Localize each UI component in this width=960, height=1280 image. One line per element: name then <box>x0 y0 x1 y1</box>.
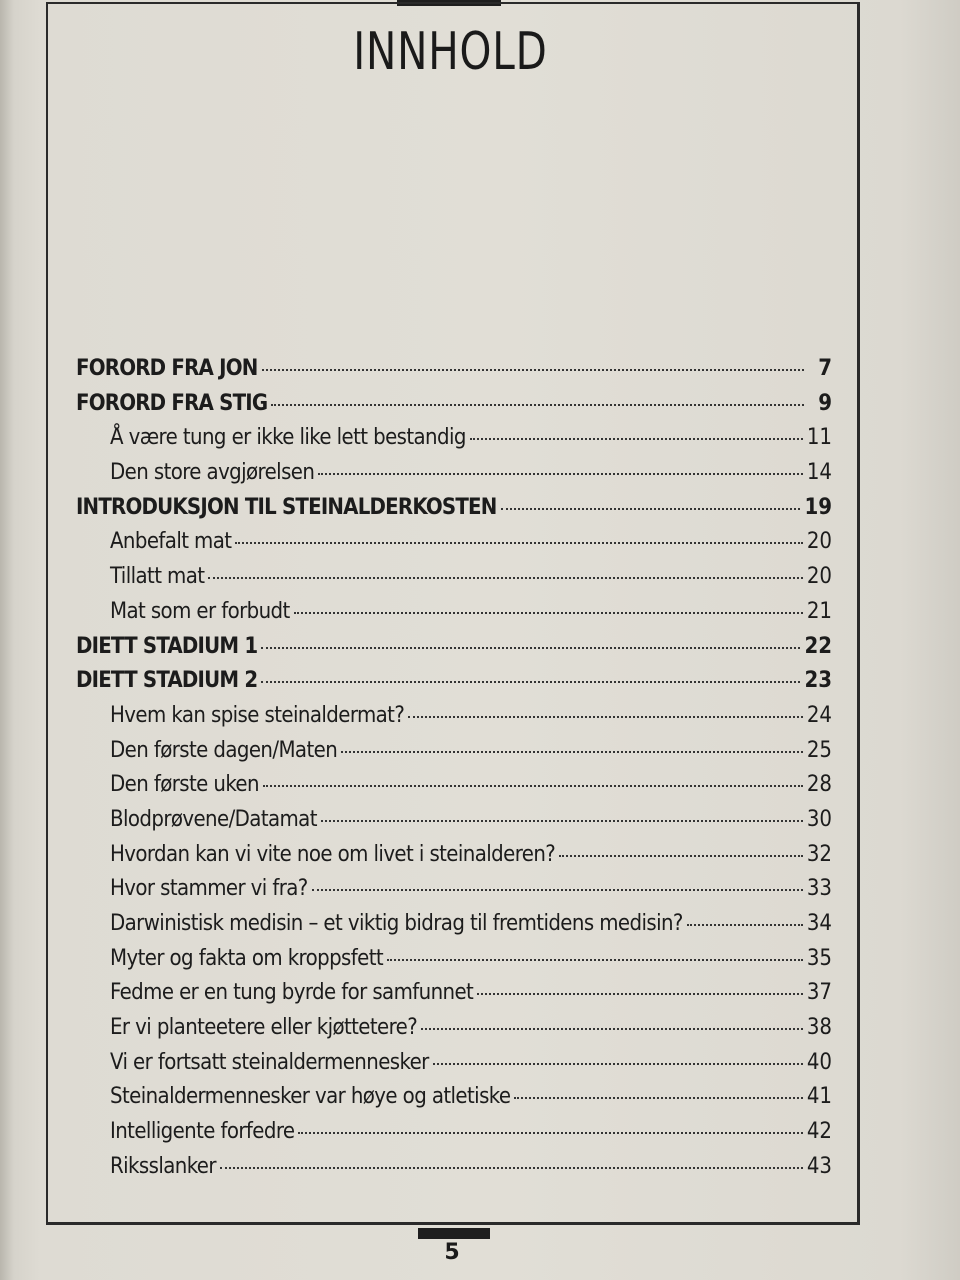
toc-section-entry <box>76 425 832 460</box>
dot-leader <box>559 855 803 857</box>
toc-entry-title: FORORD FRA JON <box>76 356 258 381</box>
toc-entry-title: Er vi planteetere eller kjøttetere? <box>110 1015 418 1041</box>
toc-entry-title: FORORD FRA STIG <box>76 390 268 416</box>
toc-entry-page-number: 34 <box>806 911 832 936</box>
page-title: INNHOLD <box>353 22 548 82</box>
dot-leader <box>514 1097 802 1099</box>
toc-entry-title: Mat som er forbudt <box>110 598 290 624</box>
toc-chapter-entry <box>76 495 832 530</box>
dot-leader <box>263 785 803 787</box>
dot-leader <box>312 889 803 891</box>
toc-entry-title: Intelligente forfedre <box>110 1119 295 1145</box>
toc-section-entry <box>76 738 832 773</box>
dot-leader <box>470 438 803 440</box>
dot-leader <box>501 508 801 510</box>
table-of-contents <box>76 356 832 1189</box>
toc-entry-page-number: 32 <box>806 841 832 867</box>
toc-section-entry <box>76 1015 832 1050</box>
toc-entry-title: Myter og fakta om kroppsfett <box>110 945 384 971</box>
toc-entry-title: Den store avgjørelsen <box>110 460 315 486</box>
toc-section-entry <box>76 876 832 911</box>
toc-section-entry <box>76 1084 832 1119</box>
toc-section-entry <box>76 980 832 1015</box>
dot-leader <box>271 404 804 406</box>
toc-entry-title: Tillatt mat <box>110 564 205 590</box>
toc-entry-title: DIETT STADIUM 2 <box>76 668 258 694</box>
dot-leader <box>433 1063 803 1065</box>
toc-section-entry <box>76 807 832 842</box>
toc-chapter-entry <box>76 391 832 426</box>
dot-leader <box>687 924 803 926</box>
toc-entry-title: Hvordan kan vi vite noe om livet i steinalderen? <box>110 841 556 867</box>
toc-entry-page-number: 43 <box>806 1153 832 1179</box>
dot-leader <box>298 1132 802 1134</box>
toc-entry-page-number: 7 <box>818 356 832 381</box>
toc-entry-page-number: 24 <box>806 702 832 728</box>
toc-entry-page-number: 22 <box>804 633 832 659</box>
toc-chapter-entry <box>76 356 832 391</box>
toc-entry-title: Den første uken <box>110 772 259 798</box>
toc-entry-page-number: 21 <box>806 598 832 624</box>
toc-chapter-entry <box>76 668 832 703</box>
dot-leader <box>294 612 803 614</box>
toc-section-entry <box>76 772 832 807</box>
toc-entry-title: Steinaldermennesker var høye og atletiske <box>110 1084 511 1110</box>
dot-leader <box>421 1028 803 1030</box>
toc-entry-page-number: 19 <box>804 494 832 520</box>
toc-section-entry <box>76 564 832 599</box>
toc-entry-title: Darwinistisk medisin – et viktig bidrag til fremtidens medisin? <box>110 911 683 936</box>
toc-entry-title: Riksslanker <box>110 1153 216 1179</box>
toc-entry-title: DIETT STADIUM 1 <box>76 633 258 659</box>
toc-entry-title: Å være tung er ikke like lett bestandig <box>110 425 466 451</box>
dot-leader <box>477 993 803 995</box>
dot-leader <box>262 369 805 371</box>
toc-entry-page-number: 11 <box>806 425 832 451</box>
toc-entry-page-number: 20 <box>806 564 832 590</box>
toc-entry-page-number: 37 <box>806 980 832 1006</box>
dot-leader <box>318 473 802 475</box>
dot-leader <box>208 577 802 579</box>
toc-entry-title: Vi er fortsatt steinaldermennesker <box>110 1049 429 1075</box>
toc-entry-page-number: 23 <box>804 668 832 694</box>
bottom-edge-marker <box>418 1228 490 1239</box>
toc-entry-page-number: 38 <box>806 1015 832 1041</box>
toc-section-entry <box>76 703 832 738</box>
toc-section-entry <box>76 1119 832 1154</box>
toc-section-entry <box>76 529 832 564</box>
toc-entry-title: Fedme er en tung byrde for samfunnet <box>110 980 474 1006</box>
toc-chapter-entry <box>76 634 832 669</box>
toc-entry-title: Anbefalt mat <box>110 529 232 555</box>
dot-leader <box>261 681 800 683</box>
toc-entry-page-number: 42 <box>806 1119 832 1145</box>
toc-section-entry <box>76 460 832 495</box>
toc-section-entry <box>76 599 832 634</box>
toc-entry-page-number: 28 <box>806 772 832 798</box>
toc-entry-title: INTRODUKSJON TIL STEINALDERKOSTEN <box>76 494 497 520</box>
toc-entry-page-number: 35 <box>806 945 832 971</box>
toc-section-entry <box>76 842 832 877</box>
dot-leader <box>235 542 802 544</box>
toc-entry-page-number: 40 <box>806 1049 832 1075</box>
dot-leader <box>341 751 803 753</box>
toc-entry-title: Hvor stammer vi fra? <box>110 876 308 902</box>
toc-entry-page-number: 20 <box>806 529 832 555</box>
toc-entry-page-number: 30 <box>806 806 832 832</box>
toc-section-entry <box>76 1154 832 1189</box>
dot-leader <box>408 716 803 718</box>
toc-entry-title: Hvem kan spise steinaldermat? <box>110 702 405 728</box>
toc-section-entry <box>76 911 832 946</box>
toc-entry-title: Den første dagen/Maten <box>110 737 338 763</box>
toc-section-entry <box>76 946 832 981</box>
dot-leader <box>387 959 803 961</box>
toc-entry-page-number: 14 <box>806 460 832 486</box>
page-number: 5 <box>444 1240 460 1265</box>
toc-entry-page-number: 41 <box>806 1084 832 1110</box>
toc-entry-page-number: 33 <box>806 876 832 902</box>
dot-leader <box>261 647 800 649</box>
dot-leader <box>321 820 803 822</box>
toc-section-entry <box>76 1050 832 1085</box>
dot-leader <box>220 1167 803 1169</box>
toc-entry-title: Blodprøvene/Datamat <box>110 806 317 832</box>
toc-entry-page-number: 25 <box>806 737 832 763</box>
toc-entry-page-number: 9 <box>818 390 832 416</box>
